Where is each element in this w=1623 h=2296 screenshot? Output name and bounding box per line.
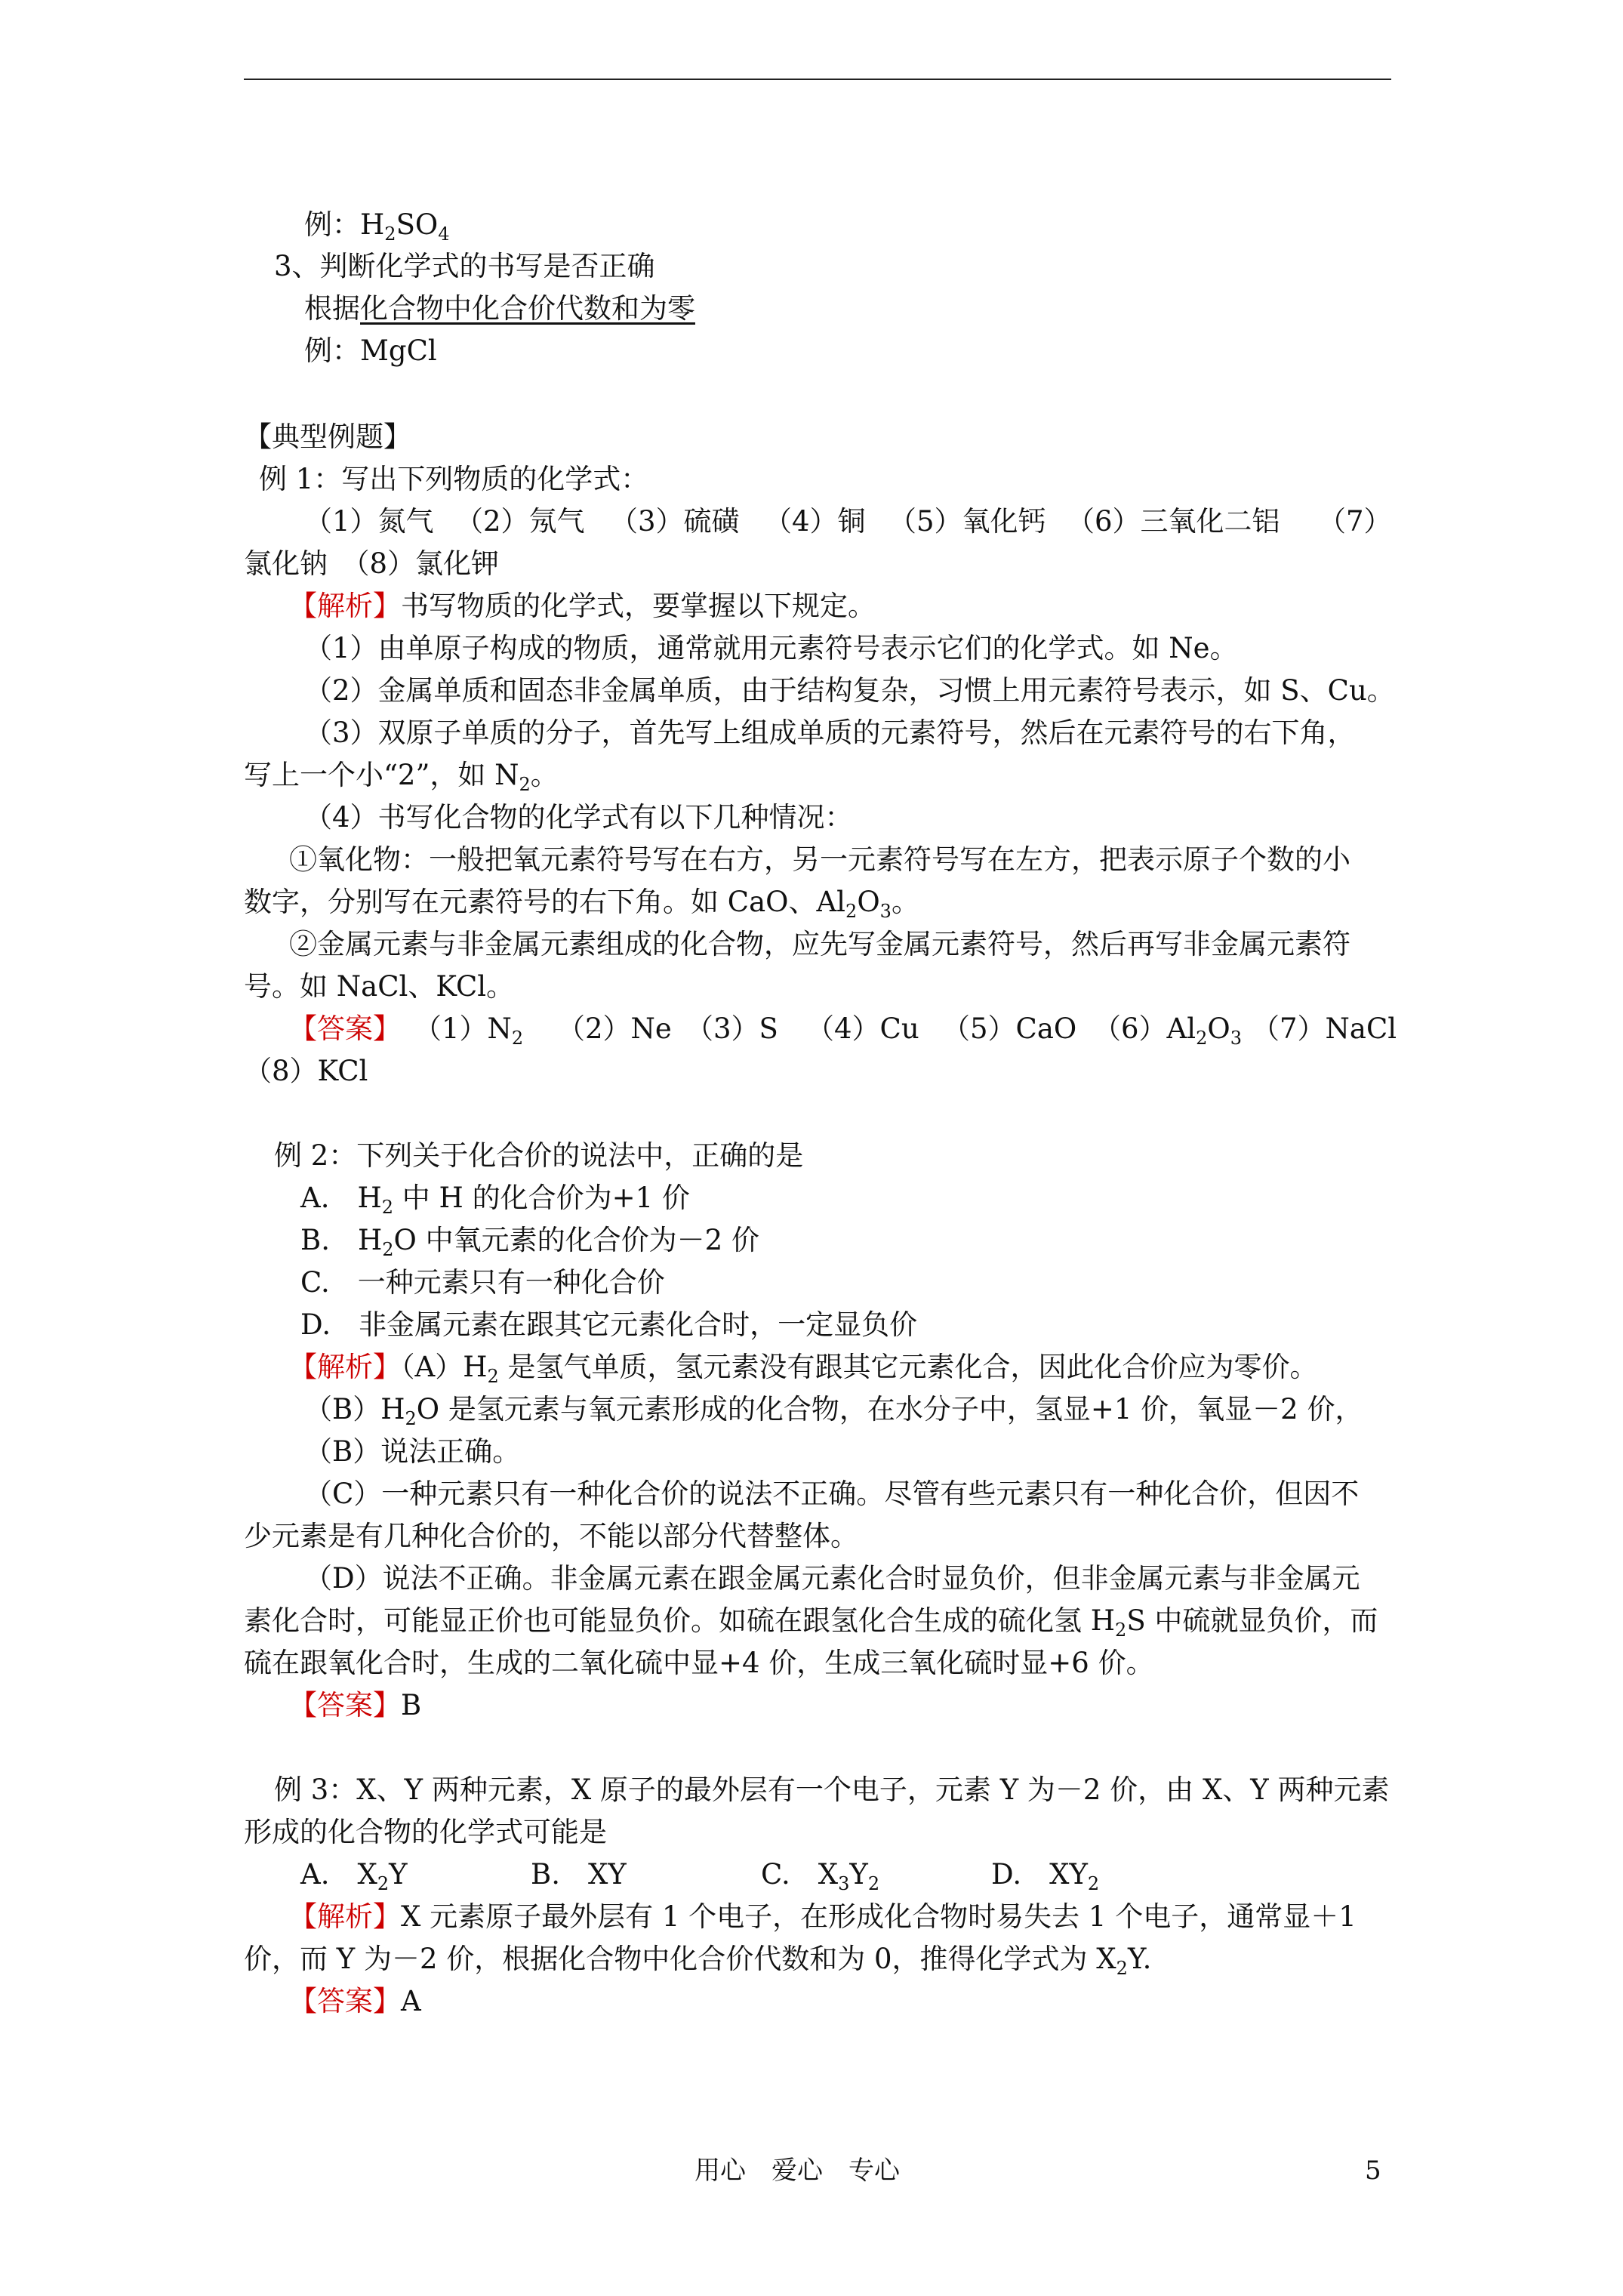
e2-option-a: A. $H_2$ 中 H 的化合价为+1 价: [300, 1182, 690, 1218]
example-mgcl: 例：MgCl: [304, 334, 437, 367]
e1-items-line1: （1）氮气 （2）氖气 （3）硫磺 （4）铜 （5）氧化钙 （6）三氧化二铝 （7）: [304, 505, 1392, 538]
e2-analysis-b2: （B）说法正确。: [304, 1435, 521, 1468]
e1-analysis-5: ①氧化物：一般把氧元素符号写在右方，另一元素符号写在左方，把表示原子个数的小: [289, 843, 1350, 876]
e2-question: 例 2：下列关于化合价的说法中，正确的是: [274, 1139, 804, 1172]
page-number: 5: [1365, 2156, 1381, 2186]
e3-answer: 【答案】A: [289, 1985, 421, 2017]
e1-analysis-4: （4）书写化合物的化学式有以下几种情况：: [304, 801, 853, 834]
e2-answer: 【答案】B: [289, 1689, 422, 1721]
e2-analysis-a: 【解析】$(A)H_2$ 是氢气单质，氢元素没有跟其它元素化合，因此化合价应为零价。: [289, 1351, 1318, 1387]
e2-analysis-b: $(B)H_2O$ 是氢元素与氧元素形成的化合物，在水分子中，氢显+1 价，氧显－2 价，: [304, 1393, 1363, 1429]
e3-option-a: A. $X_2Y$: [300, 1858, 408, 1894]
e1-items-line2: 氯化钠 （8）氯化钾: [244, 547, 500, 580]
e2-option-d: D. 非金属元素在跟其它元素化合时，一定显负价: [300, 1308, 918, 1341]
analysis-tag: 【解析】: [289, 590, 401, 622]
e3-analysis: 【解析】X 元素原子最外层有 1 个电子，在形成化合物时易失去 1 个电子，通常显＋1: [289, 1900, 1357, 1933]
answer-tag: 【答案】: [289, 1985, 401, 2017]
e3-option-b: B. XY: [531, 1858, 627, 1891]
header-rule: [244, 79, 1391, 80]
underlined-rule: 化合物中化合价代数和为零: [360, 292, 695, 325]
e2-analysis-d: （D）说法不正确。非金属元素在跟金属元素化合时显负价，但非金属元素与非金属元: [304, 1562, 1360, 1595]
e1-analysis-2: （2）金属单质和固态非金属单质，由于结构复杂，习惯上用元素符号表示，如 S、Cu。: [304, 674, 1395, 707]
e2-analysis-c: （C）一种元素只有一种化合价的说法不正确。尽管有些元素只有一种化合价，但因不: [304, 1478, 1360, 1510]
analysis-tag: 【解析】: [289, 1351, 401, 1383]
e3-question: 例 3：X、Y 两种元素，X 原子的最外层有一个电子，元素 Y 为－2 价，由 X、Y 两种元素: [274, 1774, 1390, 1806]
e3-option-c: C. $X_3Y_2$: [761, 1858, 880, 1894]
answer-tag: 【答案】: [289, 1012, 401, 1045]
e1-analysis-1: （1）由单原子构成的物质，通常就用元素符号表示它们的化学式。如 Ne。: [304, 632, 1238, 664]
e3-analysis-2: 价，而 Y 为－2 价，根据化合物中化合价代数和为 0，推得化学式为 $X_2Y$.: [244, 1943, 1152, 1979]
answer-tag: 【答案】: [289, 1689, 401, 1721]
e2-option-b: B. $H_2O$ 中氧元素的化合价为－2 价: [300, 1224, 759, 1260]
e2-analysis-d3: 硫在跟氧化合时，生成的二氧化硫中显+4 价，生成三氧化硫时显+6 价。: [244, 1647, 1154, 1679]
e1-analysis-5b: 数字，分别写在元素符号的右下角。如 CaO、$Al_2O_3$。: [244, 886, 919, 922]
section-heading-3: 3、判断化学式的书写是否正确: [274, 250, 655, 282]
e2-analysis-d2: 素化合时，可能显正价也可能显负价。如硫在跟氢化合生成的硫化氢 $H_2S$ 中硫就显负价，而: [244, 1604, 1378, 1641]
e1-analysis-3b: 写上一个小“2”，如 $N_2$。: [244, 759, 559, 795]
rule-line: 根据化合物中化合价代数和为零: [304, 292, 695, 325]
e1-answer-line2: （8）KCl: [244, 1055, 368, 1087]
e3-option-d: D. $XY_2$: [991, 1858, 1100, 1894]
e2-analysis-c2: 少元素是有几种化合价的，不能以部分代替整体。: [244, 1520, 858, 1552]
e3-question-2: 形成的化合物的化学式可能是: [244, 1816, 607, 1848]
e1-question: 例 1：写出下列物质的化学式：: [259, 463, 649, 495]
example-h2so4: 例：$H_2SO_4$: [304, 208, 450, 245]
e1-answer-line1: 【答案】 $(1)N_2$ （2）Ne （3）S （4）Cu （5）CaO $(6)Al_2O_3$ （7）NaCl: [0, 1008, 1623, 1050]
e1-analysis-3: （3）双原子单质的分子，首先写上组成单质的元素符号，然后在元素符号的右下角，: [304, 717, 1356, 749]
e3-options: [0, 1854, 1623, 1896]
typical-examples-heading: 【典型例题】: [244, 421, 411, 453]
analysis-tag: 【解析】: [289, 1900, 401, 1933]
e2-option-c: C. 一种元素只有一种化合价: [300, 1266, 665, 1299]
e1-analysis-intro: 【解析】书写物质的化学式，要掌握以下规定。: [289, 590, 876, 622]
e1-analysis-6b: 号。如 NaCl、KCl。: [244, 970, 515, 1003]
footer-motto: 用心 爱心 专心: [694, 2156, 900, 2186]
e1-analysis-6: ②金属元素与非金属元素组成的化合物，应先写金属元素符号，然后再写非金属元素符: [289, 928, 1350, 960]
